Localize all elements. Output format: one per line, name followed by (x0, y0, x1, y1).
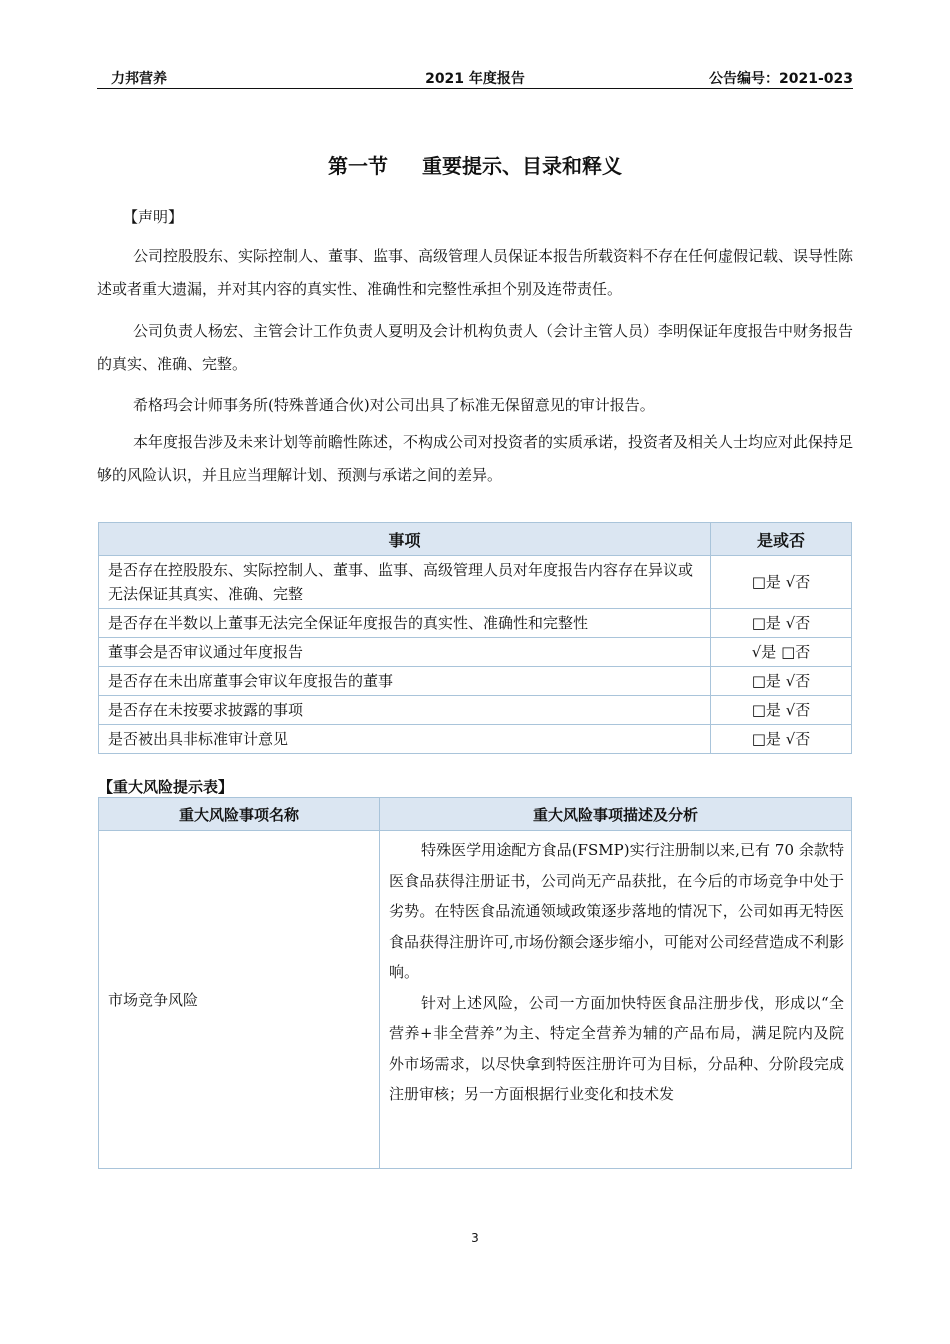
statement-paragraph: 公司控股股东、实际控制人、董事、监事、高级管理人员保证本报告所载资料不存在任何虚假记载、误导性陈述或者重大遗漏，并对其内容的真实性、准确性和完整性承担个别及连带责任。 (97, 247, 854, 298)
table-header-row (99, 798, 852, 831)
decl-answer: □是 √否 (711, 725, 852, 754)
table-row (99, 696, 852, 725)
decl-answer: □是 √否 (711, 556, 852, 609)
decl-answer: □是 √否 (711, 667, 852, 696)
section-heading: 重要提示、目录和释义 (422, 154, 622, 178)
header-notice-number: 公告编号：2021-023 (709, 71, 853, 87)
table-row (99, 638, 852, 667)
table-row (99, 831, 852, 1169)
declaration-table (98, 522, 852, 754)
column-header-item: 事项 (99, 523, 711, 556)
statement-paragraph: 希格玛会计师事务所(特殊普通合伙)对公司出具了标准无保留意见的审计报告。 (133, 396, 655, 414)
header-report-title: 2021 年度报告 (425, 71, 525, 87)
section-number: 第一节 (328, 154, 388, 178)
statement-paragraph: 本年度报告涉及未来计划等前瞻性陈述，不构成公司对投资者的实质承诺，投资者及相关人士均应对此保持足够的风险认识，并且应当理解计划、预测与承诺之间的差异。 (97, 433, 854, 484)
risk-description (380, 831, 852, 1169)
decl-answer: □是 √否 (711, 696, 852, 725)
statement-paragraph: 公司负责人杨宏、主管会计工作负责人夏明及会计机构负责人（会计主管人员）李明保证年度报告中财务报告的真实、准确、完整。 (97, 322, 854, 373)
risk-desc-paragraph: 特殊医学用途配方食品(FSMP)实行注册制以来,已有 70 余款特医食品获得注册证书，公司尚无产品获批，在今后的市场竞争中处于劣势。在特医食品流通领域政策逐步落地的情况下，公司如再无特医食品获得注册许可,市场份额会逐步缩小，可能对公司经营造成不利影响。 (389, 841, 844, 981)
column-header-answer: 是或否 (711, 523, 852, 556)
risk-table-label: 【重大风险提示表】 (98, 778, 234, 796)
column-header-risk-desc: 重大风险事项描述及分析 (380, 798, 852, 831)
table-row (99, 667, 852, 696)
decl-item: 董事会是否审议通过年度报告 (99, 638, 711, 667)
table-row (99, 725, 852, 754)
decl-item: 是否被出具非标准审计意见 (99, 725, 711, 754)
risk-table (98, 797, 852, 1169)
page-header (97, 64, 853, 88)
header-company: 力邦营养 (111, 71, 167, 87)
decl-item: 是否存在控股股东、实际控制人、董事、监事、高级管理人员对年度报告内容存在异议或无法保证其真实、准确、完整 (99, 556, 711, 609)
risk-name: 市场竞争风险 (99, 831, 380, 1169)
decl-item: 是否存在未按要求披露的事项 (99, 696, 711, 725)
decl-answer: √是 □否 (711, 638, 852, 667)
table-row (99, 609, 852, 638)
decl-item: 是否存在未出席董事会审议年度报告的董事 (99, 667, 711, 696)
page-number: 3 (471, 1231, 479, 1245)
header-divider (97, 88, 853, 89)
statement-label: 【声明】 (123, 208, 184, 226)
table-row (99, 556, 852, 609)
decl-answer: □是 √否 (711, 609, 852, 638)
decl-item: 是否存在半数以上董事无法完全保证年度报告的真实性、准确性和完整性 (99, 609, 711, 638)
table-header-row (99, 523, 852, 556)
column-header-risk-name: 重大风险事项名称 (99, 798, 380, 831)
risk-desc-paragraph: 针对上述风险，公司一方面加快特医食品注册步伐，形成以“全营养+非全营养”为主、特定全营养为辅的产品布局，满足院内及院外市场需求，以尽快拿到特医注册许可为目标，分品种、分阶段完成注册审核；另一方面根据行业变化和技术发 (389, 993, 844, 1103)
section-title (0, 150, 950, 179)
